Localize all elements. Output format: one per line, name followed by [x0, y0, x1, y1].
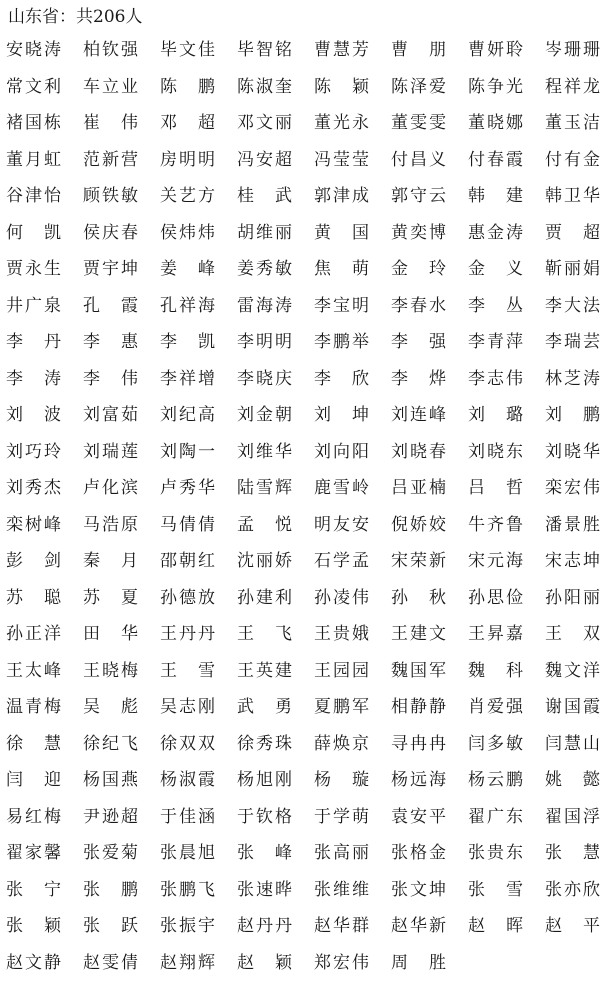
list-item: 徐慧 — [6, 733, 61, 754]
list-item: 董雯雯 — [391, 113, 446, 133]
list-item: 邓文丽 — [237, 113, 292, 133]
list-item: 赵雯倩 — [83, 952, 138, 973]
list-item: 马倩倩 — [160, 514, 215, 535]
list-item: 袁安平 — [391, 806, 446, 827]
list-item: 李欣 — [314, 368, 369, 389]
list-item: 贾宇坤 — [83, 259, 138, 279]
list-item: 张雪 — [468, 879, 523, 900]
list-item: 姜峰 — [160, 259, 215, 279]
list-item: 崔伟 — [83, 113, 138, 133]
list-item: 王贵娥 — [314, 624, 369, 644]
list-item: 姚懿 — [545, 770, 600, 790]
list-item: 郭守云 — [391, 186, 446, 206]
list-item: 刘坤 — [314, 405, 369, 425]
list-item: 陈鹏 — [160, 76, 215, 97]
list-item: 常文利 — [6, 76, 61, 97]
list-item: 倪娇姣 — [391, 514, 446, 535]
list-item: 王雪 — [160, 660, 215, 681]
list-item: 尹逊超 — [83, 806, 138, 827]
list-item: 杨璇 — [314, 770, 369, 790]
list-item: 张贵东 — [468, 843, 523, 863]
list-item: 李丹 — [6, 332, 61, 352]
list-item: 赵华群 — [314, 916, 369, 936]
list-item: 杨淑霞 — [160, 770, 215, 790]
list-item: 李宝明 — [314, 295, 369, 316]
list-item: 张振宇 — [160, 916, 215, 936]
list-item: 孙正洋 — [6, 624, 61, 644]
list-item: 毕文佳 — [160, 40, 215, 60]
list-item: 雷海涛 — [237, 295, 292, 316]
list-item: 翟广东 — [468, 806, 523, 827]
list-item: 吴彪 — [83, 697, 138, 717]
list-item: 孟悦 — [237, 514, 292, 535]
list-item: 李晓庆 — [237, 368, 292, 389]
list-item: 陆雪辉 — [237, 478, 292, 498]
list-item: 李凯 — [160, 332, 215, 352]
list-item: 赵晖 — [468, 916, 523, 936]
list-item: 贾超 — [545, 222, 600, 243]
list-item: 韩建 — [468, 186, 523, 206]
list-item: 谢国霞 — [545, 697, 600, 717]
list-item: 宋志坤 — [545, 551, 600, 571]
list-item: 陈争光 — [468, 76, 523, 97]
list-item: 赵丹丹 — [237, 916, 292, 936]
list-item: 王太峰 — [6, 660, 61, 681]
list-item: 寻冉冉 — [391, 733, 446, 754]
list-item: 刘瑞莲 — [83, 441, 138, 462]
list-item: 张鹏飞 — [160, 879, 215, 900]
list-item: 顾铁敏 — [83, 186, 138, 206]
list-item: 焦萌 — [314, 259, 369, 279]
list-item: 李明明 — [237, 332, 292, 352]
list-item: 贾永生 — [6, 259, 61, 279]
list-item: 刘向阳 — [314, 441, 369, 462]
list-item: 张速晔 — [237, 879, 292, 900]
list-item: 王丹丹 — [160, 624, 215, 644]
list-item: 靳丽娟 — [545, 259, 600, 279]
list-item: 张爱菊 — [83, 843, 138, 863]
list-item: 宋荣新 — [391, 551, 446, 571]
list-item: 孙秋 — [391, 587, 446, 608]
list-item: 李强 — [391, 332, 446, 352]
list-item: 孙凌伟 — [314, 587, 369, 608]
list-item: 魏国军 — [391, 660, 446, 681]
list-item: 王双 — [545, 624, 600, 644]
list-item: 曹朋 — [391, 40, 446, 60]
list-item: 关艺方 — [160, 186, 215, 206]
list-item: 张格金 — [391, 843, 446, 863]
list-item: 金义 — [468, 259, 523, 279]
list-item: 闫迎 — [6, 770, 61, 790]
list-item: 魏文洋 — [545, 660, 600, 681]
list-item: 郑宏伟 — [314, 952, 369, 973]
list-item: 刘维华 — [237, 441, 292, 462]
list-item: 武勇 — [237, 697, 292, 717]
list-item: 李大法 — [545, 295, 600, 316]
list-item: 闫多敏 — [468, 733, 523, 754]
list-item: 李伟 — [83, 368, 138, 389]
list-item: 于钦格 — [237, 806, 292, 827]
list-item: 董月虹 — [6, 149, 61, 170]
list-item: 张高丽 — [314, 843, 369, 863]
list-item: 刘波 — [6, 405, 61, 425]
list-item: 郭津成 — [314, 186, 369, 206]
list-item: 张晨旭 — [160, 843, 215, 863]
total-prefix: 共 — [76, 7, 93, 27]
list-item: 赵华新 — [391, 916, 446, 936]
list-item: 赵翔辉 — [160, 952, 215, 973]
list-item: 李惠 — [83, 332, 138, 352]
list-item: 张文坤 — [391, 879, 446, 900]
list-item: 曹妍聆 — [468, 40, 523, 60]
list-item: 马浩原 — [83, 514, 138, 535]
list-item: 赵平 — [545, 916, 600, 936]
list-item: 杨云鹏 — [468, 770, 523, 790]
list-item: 董晓娜 — [468, 113, 523, 133]
list-item: 黄国 — [314, 222, 369, 243]
list-item: 刘陶一 — [160, 441, 215, 462]
list-item: 秦月 — [83, 551, 138, 571]
list-item: 曹慧芳 — [314, 40, 369, 60]
list-item: 李春水 — [391, 295, 446, 316]
list-item: 程祥龙 — [545, 76, 600, 97]
list-item: 刘晓华 — [545, 441, 600, 462]
list-item: 陈颖 — [314, 76, 369, 97]
list-item: 董玉洁 — [545, 113, 600, 133]
total-count: 206 — [93, 7, 126, 27]
list-item: 易红梅 — [6, 806, 61, 827]
list-item: 赵文静 — [6, 952, 61, 973]
list-item: 刘晓春 — [391, 441, 446, 462]
list-item: 刘晓东 — [468, 441, 523, 462]
list-item: 杨国燕 — [83, 770, 138, 790]
list-item: 彭剑 — [6, 551, 61, 571]
list-item: 付昌义 — [391, 149, 446, 170]
list-item: 明友安 — [314, 514, 369, 535]
list-item: 翟国浮 — [545, 806, 600, 827]
list-item: 李鹏举 — [314, 332, 369, 352]
list-item: 刘富茹 — [83, 405, 138, 425]
list-item: 张颖 — [6, 916, 61, 936]
list-item: 魏科 — [468, 660, 523, 681]
list-item: 陈泽爱 — [391, 76, 446, 97]
list-item: 吴志刚 — [160, 697, 215, 717]
list-item: 安晓涛 — [6, 40, 61, 60]
list-item: 张峰 — [237, 843, 292, 863]
list-item: 王飞 — [237, 624, 292, 644]
list-item: 房明明 — [160, 149, 215, 170]
list-item: 何凯 — [6, 222, 61, 243]
list-item: 惠金涛 — [468, 222, 523, 243]
list-item: 宋元海 — [468, 551, 523, 571]
list-item: 刘纪高 — [160, 405, 215, 425]
list-item: 李青萍 — [468, 332, 523, 352]
list-item: 王晓梅 — [83, 660, 138, 681]
list-item: 胡维丽 — [237, 222, 292, 243]
list-item: 冯莹莹 — [314, 149, 369, 170]
list-item: 卢秀华 — [160, 478, 215, 498]
list-item: 韩卫华 — [545, 186, 600, 206]
list-item: 吕哲 — [468, 478, 523, 498]
list-item: 卢化滨 — [83, 478, 138, 498]
list-item: 李志伟 — [468, 368, 523, 389]
list-item: 孙阳丽 — [545, 587, 600, 608]
list-item: 李烨 — [391, 368, 446, 389]
list-item: 夏鹏军 — [314, 697, 369, 717]
list-item: 井广泉 — [6, 295, 61, 316]
list-item: 牛齐鲁 — [468, 514, 523, 535]
list-item: 于佳涵 — [160, 806, 215, 827]
list-item: 闫慧山 — [545, 733, 600, 754]
list-item: 孙建利 — [237, 587, 292, 608]
list-item: 栾树峰 — [6, 514, 61, 535]
list-item: 苏夏 — [83, 587, 138, 608]
list-item: 刘秀杰 — [6, 478, 61, 498]
list-item: 沈丽娇 — [237, 551, 292, 571]
list-item: 孔祥海 — [160, 295, 215, 316]
list-item: 张跃 — [83, 916, 138, 936]
list-item: 徐纪飞 — [83, 733, 138, 754]
list-item: 侯炜炜 — [160, 222, 215, 243]
list-item: 刘鹏 — [545, 405, 600, 425]
list-item: 石学孟 — [314, 551, 369, 571]
list-item: 李涛 — [6, 368, 61, 389]
list-item: 褚国栋 — [6, 113, 61, 133]
list-item: 张宁 — [6, 879, 61, 900]
list-item: 李祥增 — [160, 368, 215, 389]
list-item: 侯庆春 — [83, 222, 138, 243]
list-item: 孙德放 — [160, 587, 215, 608]
list-item: 杨旭刚 — [237, 770, 292, 790]
list-item: 张慧 — [545, 843, 600, 863]
list-item: 鹿雪岭 — [314, 478, 369, 498]
list-item: 谷津怡 — [6, 186, 61, 206]
list-item: 孙思俭 — [468, 587, 523, 608]
list-item: 栾宏伟 — [545, 478, 600, 498]
list-item: 薛焕京 — [314, 733, 369, 754]
list-item: 付春霞 — [468, 149, 523, 170]
list-item: 田华 — [83, 624, 138, 644]
list-item: 徐秀珠 — [237, 733, 292, 754]
list-item: 徐双双 — [160, 733, 215, 754]
list-item: 杨远海 — [391, 770, 446, 790]
list-item: 张亦欣 — [545, 879, 600, 900]
list-item: 刘连峰 — [391, 405, 446, 425]
list-item: 范新营 — [83, 149, 138, 170]
list-item: 刘金朝 — [237, 405, 292, 425]
list-item: 苏聪 — [6, 587, 61, 608]
list-item: 潘景胜 — [545, 514, 600, 535]
list-item: 黄奕博 — [391, 222, 446, 243]
list-item: 周胜 — [391, 952, 446, 973]
list-item: 赵颖 — [237, 952, 292, 973]
list-item: 冯安超 — [237, 149, 292, 170]
name-list — [6, 38, 615, 987]
list-item: 李瑞芸 — [545, 332, 600, 352]
list-item: 王园园 — [314, 660, 369, 681]
list-item: 肖爱强 — [468, 697, 523, 717]
list-item: 于学萌 — [314, 806, 369, 827]
list-item: 孔霞 — [83, 295, 138, 316]
list-item: 王英建 — [237, 660, 292, 681]
list-item: 李丛 — [468, 295, 523, 316]
list-item: 王昇嘉 — [468, 624, 523, 644]
list-item: 温青梅 — [6, 697, 61, 717]
list-item: 岑珊珊 — [545, 40, 600, 60]
list-item: 王建文 — [391, 624, 446, 644]
list-item: 刘巧玲 — [6, 441, 61, 462]
list-item: 柏钦强 — [83, 40, 138, 60]
list-item: 陈淑奎 — [237, 76, 292, 97]
province-label: 山东省： — [8, 7, 76, 27]
list-item: 吕亚楠 — [391, 478, 446, 498]
list-item: 毕智铭 — [237, 40, 292, 60]
total-suffix: 人 — [125, 7, 143, 27]
list-item: 金玲 — [391, 259, 446, 279]
list-item: 董光永 — [314, 113, 369, 133]
list-item: 刘璐 — [468, 405, 523, 425]
list-item: 车立业 — [83, 76, 138, 97]
list-item: 桂武 — [237, 186, 292, 206]
list-item: 林芝涛 — [545, 368, 600, 389]
list-item: 姜秀敏 — [237, 259, 292, 279]
list-item: 付有金 — [545, 149, 600, 170]
list-item: 翟家馨 — [6, 843, 61, 863]
list-item: 张维维 — [314, 879, 369, 900]
list-item: 邵朝红 — [160, 551, 215, 571]
list-item: 张鹏 — [83, 879, 138, 900]
list-item: 相静静 — [391, 697, 446, 717]
list-item: 邓超 — [160, 113, 215, 133]
page-heading — [8, 4, 142, 30]
